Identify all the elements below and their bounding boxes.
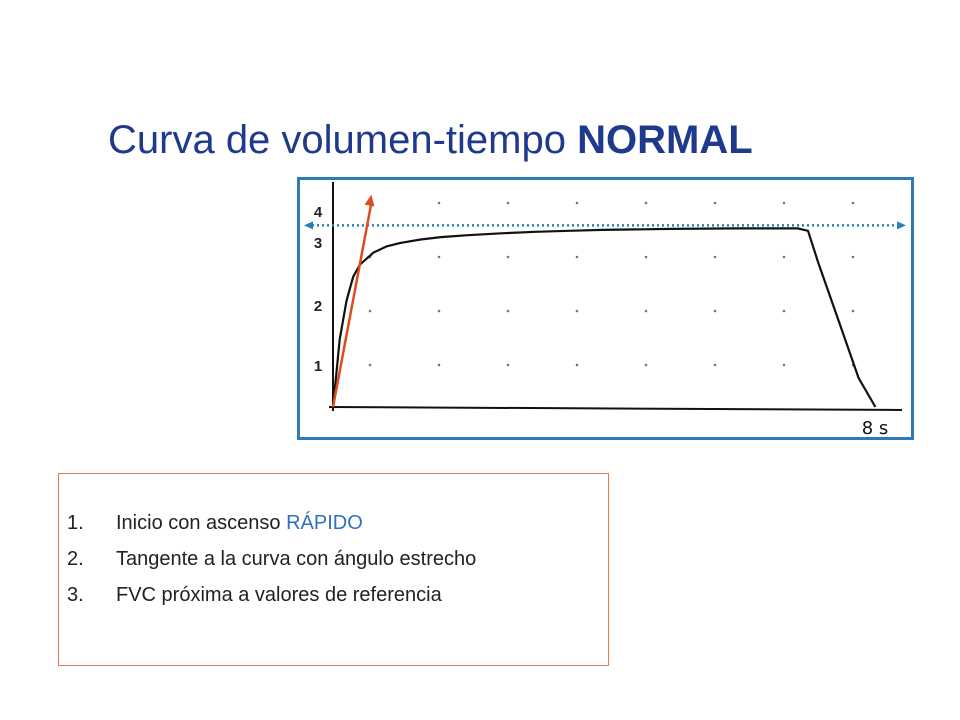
grid-dot [852, 202, 855, 205]
title-emphasis: NORMAL [577, 118, 753, 162]
volume-curve [333, 228, 875, 407]
grid-dot [576, 310, 579, 313]
grid-dot [576, 364, 579, 367]
grid-dot [369, 310, 372, 313]
notes-box [58, 473, 609, 666]
page-title [108, 118, 753, 163]
grid-dot [645, 202, 648, 205]
x-end-label: 8 s [861, 418, 889, 437]
grid-dot [438, 310, 441, 313]
grid-dot [438, 256, 441, 259]
tangent-line [333, 203, 371, 407]
grid-dot [852, 256, 855, 259]
grid-dot [714, 310, 717, 313]
grid-dot [645, 310, 648, 313]
grid-dot [852, 310, 855, 313]
grid-dot [714, 364, 717, 367]
grid-dot [507, 310, 510, 313]
y-tick-label: 4 [313, 204, 323, 221]
grid-dot [369, 364, 372, 367]
chart-plot [300, 180, 911, 437]
y-tick-label: 2 [313, 298, 323, 315]
note-number: 1. [67, 512, 84, 534]
volume-time-chart [297, 177, 914, 440]
grid-dot [438, 202, 441, 205]
y-tick-label: 3 [313, 235, 323, 252]
grid-dot [783, 256, 786, 259]
grid-dot [783, 310, 786, 313]
grid-dot [507, 364, 510, 367]
y-tick-label: 1 [313, 358, 323, 375]
grid-dot [783, 364, 786, 367]
notes-list [59, 512, 608, 620]
note-item [59, 512, 608, 548]
grid-dot [507, 256, 510, 259]
grid-dot [783, 202, 786, 205]
note-highlight: RÁPIDO [286, 512, 363, 534]
grid-dot [576, 256, 579, 259]
note-text: Inicio con ascenso RÁPIDO [116, 512, 363, 534]
note-item [59, 548, 608, 584]
grid-dot [438, 364, 441, 367]
note-number: 2. [67, 548, 84, 570]
grid-dot [714, 256, 717, 259]
tangent-arrowhead [365, 195, 375, 207]
title-text: Curva de volumen-tiempo [108, 118, 578, 162]
note-text: Tangente a la curva con ángulo estrecho [116, 548, 477, 570]
grid-dot [714, 202, 717, 205]
reference-arrow-right [897, 221, 906, 229]
grid-dot [645, 256, 648, 259]
grid-dot [576, 202, 579, 205]
x-axis [329, 407, 902, 410]
reference-arrow-left [304, 221, 313, 229]
note-text: FVC próxima a valores de referencia [116, 584, 442, 606]
note-item [59, 584, 608, 620]
note-number: 3. [67, 584, 84, 606]
grid-dot [507, 202, 510, 205]
grid-dot [645, 364, 648, 367]
